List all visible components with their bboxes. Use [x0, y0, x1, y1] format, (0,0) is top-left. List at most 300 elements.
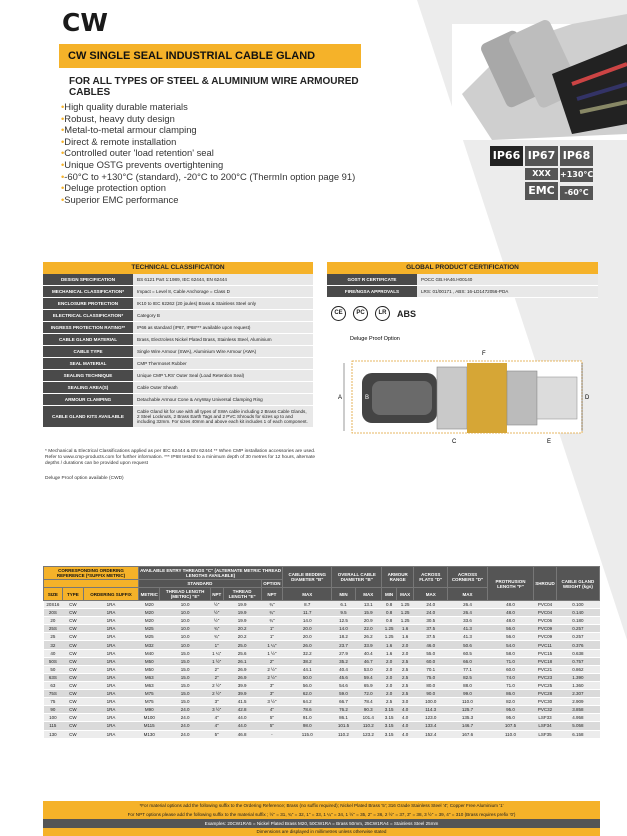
- table-row: [44, 657, 600, 665]
- col-header: MIN: [332, 588, 355, 601]
- table-cell: 15.9: [355, 609, 382, 617]
- table-cell: 101.4: [355, 714, 382, 722]
- table-cell: M63: [139, 681, 160, 689]
- feature-item: • Direct & remote installation: [61, 136, 355, 148]
- table-cell: PVC04: [534, 601, 557, 609]
- tech-row: [43, 406, 313, 428]
- footer-dimensions: Dimensions are displayed in millimetres unless otherwise stated: [43, 828, 600, 836]
- table-cell: 107.5: [487, 722, 533, 730]
- tech-value: Single Wire Armour (SWA), Aluminium Wire Armour (AWA): [133, 346, 313, 357]
- dimension-diagram: [332, 333, 600, 453]
- cert-key: GOST R CERTIFICATE: [327, 274, 417, 285]
- h-entry: AVAILABLE ENTRY THREADS "C" (ALTERNATE METRIC THREAD LENGTHS AVAILABLE): [140, 568, 282, 578]
- table-cell: PVC04: [534, 609, 557, 617]
- table-cell: M63: [139, 673, 160, 681]
- table-cell: 110.2: [332, 730, 355, 738]
- table-cell: M50: [139, 657, 160, 665]
- table-cell: 33.9: [355, 641, 382, 649]
- table-cell: 0.8: [382, 601, 397, 609]
- table-cell: 60.0: [414, 657, 448, 665]
- table-cell: 95.0: [487, 714, 533, 722]
- col-header: MAX: [448, 588, 488, 601]
- table-cell: 38.2: [283, 657, 332, 665]
- table-row: [44, 698, 600, 706]
- table-cell: 123.2: [355, 730, 382, 738]
- table-cell: 75: [44, 698, 63, 706]
- table-cell: 1RA: [83, 730, 138, 738]
- table-cell: 5": [261, 722, 282, 730]
- product-band: CW SINGLE SEAL INDUSTRIAL CABLE GLAND: [59, 44, 361, 68]
- table-cell: 2.0: [382, 690, 397, 698]
- table-row: [44, 617, 600, 625]
- table-cell: 58.0: [487, 649, 533, 657]
- table-cell: 15.0: [160, 673, 210, 681]
- table-cell: 2.0: [382, 657, 397, 665]
- table-cell: 20S16: [44, 601, 63, 609]
- col-header: MAX: [283, 588, 332, 601]
- table-cell: 0.100: [556, 601, 599, 609]
- table-cell: 15.0: [160, 665, 210, 673]
- tech-row: [43, 274, 313, 286]
- table-cell: CW: [62, 730, 83, 738]
- table-cell: 98.0: [283, 722, 332, 730]
- table-cell: 101.5: [332, 722, 355, 730]
- table-cell: 1RA: [83, 617, 138, 625]
- table-cell: 100.0: [414, 698, 448, 706]
- table-row: [44, 609, 600, 617]
- table-cell: 0.257: [556, 633, 599, 641]
- table-cell: 32: [44, 641, 63, 649]
- table-cell: 12.5: [332, 617, 355, 625]
- tech-key: SEALING AREA(S): [43, 382, 133, 393]
- table-cell: 110.0: [487, 730, 533, 738]
- table-row: [44, 601, 600, 609]
- table-cell: PVC23: [534, 673, 557, 681]
- cable-gland-photo: [452, 4, 627, 140]
- h-standard: STANDARD: [139, 580, 262, 588]
- tech-row: [43, 310, 313, 322]
- table-cell: ½": [210, 601, 223, 609]
- table-cell: ¾": [261, 617, 282, 625]
- feature-item: • High quality durable materials: [61, 101, 355, 113]
- table-cell: 71.0: [487, 657, 533, 665]
- table-cell: 27.9: [332, 649, 355, 657]
- table-cell: 4.0: [397, 706, 414, 714]
- table-cell: 135.3: [448, 714, 488, 722]
- cert-heading: GLOBAL PRODUCT CERTIFICATION: [327, 262, 598, 274]
- table-cell: 114.3: [414, 706, 448, 714]
- table-cell: 2.5: [397, 673, 414, 681]
- table-cell: 14.0: [332, 625, 355, 633]
- feature-item: • Metal-to-metal armour clamping: [61, 124, 355, 136]
- tech-value: Detachable Armour Cone & AnyWay Universal Clamping Ring: [133, 394, 313, 405]
- table-cell: 5": [210, 730, 223, 738]
- table-cell: LSF33: [534, 714, 557, 722]
- table-cell: 0.862: [556, 665, 599, 673]
- cert-logos: [331, 306, 416, 321]
- ip67-badge: IP67: [525, 146, 558, 166]
- table-cell: 19.9: [223, 617, 261, 625]
- table-cell: CW: [62, 722, 83, 730]
- tech-value: Cable Outer Sheath: [133, 382, 313, 393]
- tech-key: CABLE TYPE: [43, 346, 133, 357]
- tech-row: [43, 370, 313, 382]
- table-cell: 23.7: [332, 641, 355, 649]
- table-cell: 3.15: [382, 722, 397, 730]
- table-cell: ¾": [261, 601, 282, 609]
- table-cell: CW: [62, 625, 83, 633]
- table-cell: 167.6: [448, 730, 488, 738]
- col-header: SIZE: [44, 588, 63, 601]
- table-cell: 66.7: [332, 698, 355, 706]
- table-cell: 3.15: [382, 706, 397, 714]
- table-cell: 75S: [44, 690, 63, 698]
- col-header: MIN: [382, 588, 397, 601]
- table-cell: 2": [210, 665, 223, 673]
- table-cell: 1RA: [83, 698, 138, 706]
- lr-logo: LR: [375, 306, 390, 321]
- table-cell: CW: [62, 601, 83, 609]
- table-row: [44, 681, 600, 689]
- table-cell: 2.5: [397, 681, 414, 689]
- h-option: OPTION: [261, 580, 282, 588]
- table-cell: 110.0: [448, 698, 488, 706]
- table-cell: 0.757: [556, 657, 599, 665]
- table-cell: 1 ¼": [212, 650, 222, 656]
- table-cell: 40: [44, 649, 63, 657]
- table-cell: PVC18: [534, 657, 557, 665]
- table-cell: 1.360: [556, 681, 599, 689]
- tech-heading: TECHNICAL CLASSIFICATION: [43, 262, 313, 274]
- table-cell: 91.0: [283, 714, 332, 722]
- tech-row: [43, 286, 313, 298]
- dim-a: A: [338, 395, 343, 401]
- tech-key: SEALING TECHNIQUE: [43, 370, 133, 381]
- tech-key: CABLE GLAND MATERIAL: [43, 334, 133, 345]
- tech-value: Category B: [133, 310, 313, 321]
- table-cell: PVC28: [534, 690, 557, 698]
- table-cell: CW: [62, 617, 83, 625]
- table-cell: 1RA: [83, 609, 138, 617]
- table-cell: 15.0: [160, 690, 210, 698]
- feature-item: • -60°C to +130°C (standard), -20°C to 200°C (ThermIn option page 91): [61, 171, 355, 183]
- table-cell: 4.0: [397, 714, 414, 722]
- table-cell: 59.0: [332, 690, 355, 698]
- table-row: [44, 722, 600, 730]
- table-cell: 39.9: [223, 681, 261, 689]
- h-flats: ACROSS FLATS "D": [414, 567, 448, 588]
- table-cell: 11.7: [283, 609, 332, 617]
- table-cell: 19.9: [223, 601, 261, 609]
- table-cell: 2.0: [382, 673, 397, 681]
- dim-d: D: [585, 395, 590, 401]
- table-cell: 123.0: [414, 714, 448, 722]
- table-row: [44, 649, 600, 657]
- table-cell: 2.5: [397, 690, 414, 698]
- table-cell: 4.958: [556, 714, 599, 722]
- table-cell: 44.1: [283, 665, 332, 673]
- table-cell: 90.3: [355, 706, 382, 714]
- h-order: CORRESPONDING ORDERING REFERENCE (*SUFFIX METRIC): [44, 567, 139, 580]
- table-cell: 63S: [44, 673, 63, 681]
- table-cell: M90: [139, 706, 160, 714]
- table-cell: 1.25: [382, 625, 397, 633]
- table-cell: 5.058: [556, 722, 599, 730]
- tech-key: ELECTRICAL CLASSIFICATION*: [43, 310, 133, 321]
- table-cell: 1.6: [382, 649, 397, 657]
- table-cell: 20: [44, 617, 63, 625]
- col-header: MAX: [397, 588, 414, 601]
- table-cell: 10.0: [160, 641, 210, 649]
- table-cell: 62.0: [283, 690, 332, 698]
- table-cell: CW: [62, 657, 83, 665]
- table-cell: M40: [139, 649, 160, 657]
- table-cell: 2.0: [397, 641, 414, 649]
- table-cell: 4": [210, 722, 223, 730]
- table-cell: 26.9: [223, 673, 261, 681]
- table-cell: 1": [261, 625, 282, 633]
- table-cell: PVC09: [534, 625, 557, 633]
- table-cell: 1 ½": [212, 658, 222, 664]
- table-cell: M25: [139, 625, 160, 633]
- h-shroud: SHROUD: [534, 567, 557, 601]
- tech-row: [43, 334, 313, 346]
- table-cell: 2.307: [556, 690, 599, 698]
- table-cell: PVC15: [534, 649, 557, 657]
- table-cell: 48.0: [487, 601, 533, 609]
- table-cell: 1.25: [397, 617, 414, 625]
- table-cell: CW: [62, 633, 83, 641]
- table-cell: 20.2: [223, 633, 261, 641]
- table-cell: 86.0: [487, 690, 533, 698]
- tech-key: SEAL MATERIAL: [43, 358, 133, 369]
- table-cell: 24.0: [414, 601, 448, 609]
- table-cell: 24.0: [160, 722, 210, 730]
- feature-list: [61, 101, 355, 205]
- table-cell: 95.0: [487, 706, 533, 714]
- dimension-table: [43, 566, 600, 739]
- table-cell: 6.158: [556, 730, 599, 738]
- tech-row: [43, 322, 313, 334]
- table-cell: 2.0: [382, 681, 397, 689]
- table-cell: M25: [139, 633, 160, 641]
- table-cell: 1": [210, 641, 223, 649]
- table-cell: 1.25: [382, 633, 397, 641]
- table-cell: 20.9: [355, 617, 382, 625]
- table-cell: 1RA: [83, 690, 138, 698]
- feature-item: • Superior EMC performance: [61, 194, 355, 206]
- table-cell: 48.0: [487, 617, 533, 625]
- tech-key: INGRESS PROTECTION RATING**: [43, 322, 133, 333]
- table-cell: 2.5: [382, 698, 397, 706]
- table-cell: 25S: [44, 625, 63, 633]
- footer-material: *For material options add the following suffix to the Ordering Reference; Brass (no suffix required); Nickel Plated Brass '5'; 316 Grade Stainless Steel '4'; Copper Free Aluminium '1': [43, 801, 600, 810]
- deluge-label: Deluge Proof Option: [350, 336, 400, 342]
- table-cell: M75: [139, 690, 160, 698]
- table-row: [44, 690, 600, 698]
- col-header: NPT: [261, 588, 282, 601]
- table-cell: 20.0: [283, 625, 332, 633]
- table-cell: 32.2: [283, 649, 332, 657]
- table-cell: 0.180: [556, 617, 599, 625]
- cert-table: [327, 274, 598, 298]
- col-header: ORDERING SUFFIX: [83, 588, 138, 601]
- h-outer: OVERALL CABLE DIAMETER "B": [332, 567, 382, 588]
- ip66-badge: IP66: [490, 146, 523, 166]
- table-cell: 133.4: [414, 722, 448, 730]
- table-cell: 26.4: [448, 601, 488, 609]
- table-cell: 2.0: [397, 649, 414, 657]
- table-cell: 41.5: [223, 698, 261, 706]
- table-cell: 35.2: [332, 657, 355, 665]
- table-cell: 77.1: [448, 665, 488, 673]
- table-cell: 3": [261, 681, 282, 689]
- table-cell: 1": [261, 633, 282, 641]
- tech-value: Unique CMP 'LRS' Outer Seal (Load Retention Seal): [133, 370, 313, 381]
- table-cell: 70.1: [414, 665, 448, 673]
- table-cell: 10.0: [160, 609, 210, 617]
- table-cell: 37.5: [414, 625, 448, 633]
- table-cell: 9.5: [332, 609, 355, 617]
- feature-item: • Unique OSTG prevents overtightening: [61, 159, 355, 171]
- h-armour: ARMOUR RANGE: [382, 567, 414, 588]
- table-cell: 2.0: [382, 665, 397, 673]
- table-cell: 26.1: [223, 657, 261, 665]
- feature-item: • Robust, heavy duty design: [61, 113, 355, 125]
- table-cell: 4": [210, 714, 223, 722]
- table-cell: M20: [139, 601, 160, 609]
- table-cell: 1RA: [83, 673, 138, 681]
- table-cell: ½": [210, 609, 223, 617]
- table-cell: 82.0: [487, 698, 533, 706]
- table-cell: 56.0: [487, 633, 533, 641]
- table-cell: 44.0: [223, 714, 261, 722]
- pc-logo: PC: [353, 306, 368, 321]
- table-cell: 80.0: [414, 681, 448, 689]
- table-cell: 14.0: [283, 617, 332, 625]
- ce-logo: CE: [331, 306, 346, 321]
- table-cell: PVC21: [534, 665, 557, 673]
- table-cell: 26.9: [223, 665, 261, 673]
- tech-key: ARMOUR CLAMPING: [43, 394, 133, 405]
- tech-value: Impact = Level 8, Cable Anchorage = Class D: [133, 286, 313, 297]
- table-cell: 1RA: [83, 706, 138, 714]
- table-cell: ¾": [261, 609, 282, 617]
- table-cell: M50: [139, 665, 160, 673]
- table-cell: ¾": [210, 625, 223, 633]
- table-cell: 99.0: [448, 690, 488, 698]
- table-cell: 3 ½": [212, 707, 222, 713]
- table-cell: PVC06: [534, 617, 557, 625]
- table-cell: 1.25: [397, 609, 414, 617]
- col-header: METRIC: [139, 588, 160, 601]
- table-cell: 74.0: [487, 673, 533, 681]
- table-cell: ¾": [210, 633, 223, 641]
- tech-value: CMP Thermoset Rubber: [133, 358, 313, 369]
- table-cell: 3.15: [382, 730, 397, 738]
- table-cell: 30.5: [414, 617, 448, 625]
- table-cell: 4.0: [397, 730, 414, 738]
- table-cell: 90.0: [414, 690, 448, 698]
- table-cell: 4": [261, 706, 282, 714]
- table-cell: 64.2: [283, 698, 332, 706]
- table-cell: 42.8: [223, 706, 261, 714]
- table-cell: 24.0: [414, 609, 448, 617]
- tech-key: ENCLOSURE PROTECTION: [43, 298, 133, 309]
- cert-value: LRS: 01/00171 , ABS: 16-LD1472056-PDA: [417, 286, 598, 297]
- table-cell: 24.0: [160, 706, 210, 714]
- table-cell: 0.376: [556, 641, 599, 649]
- cert-row: [327, 274, 598, 286]
- table-cell: 2.909: [556, 698, 599, 706]
- table-cell: 1.6: [397, 633, 414, 641]
- table-cell: M75: [139, 698, 160, 706]
- table-cell: CW: [62, 641, 83, 649]
- xxx-badge: XXX: [525, 168, 558, 180]
- table-cell: 15.0: [160, 681, 210, 689]
- table-cell: PVC25: [534, 681, 557, 689]
- tech-row: [43, 298, 313, 310]
- table-cell: 2 ½": [212, 691, 222, 697]
- table-cell: 125.7: [448, 706, 488, 714]
- table-cell: 2 ½": [261, 673, 282, 681]
- table-cell: CW: [62, 665, 83, 673]
- table-cell: 55.0: [414, 649, 448, 657]
- table-cell: 50: [44, 665, 63, 673]
- table-cell: 1.390: [556, 673, 599, 681]
- table-cell: 25: [44, 633, 63, 641]
- tech-key: CABLE GLAND KITS AVAILABLE: [43, 406, 133, 427]
- table-cell: 3.858: [556, 706, 599, 714]
- h-weight: CABLE GLAND WEIGHT (kgs): [556, 567, 599, 601]
- table-cell: 0.638: [556, 649, 599, 657]
- table-cell: 1RA: [83, 681, 138, 689]
- table-cell: 1RA: [83, 633, 138, 641]
- tech-row: [43, 358, 313, 370]
- table-cell: 24.0: [160, 714, 210, 722]
- table-cell: 2.5: [397, 657, 414, 665]
- table-cell: 33.6: [448, 617, 488, 625]
- table-cell: 1.6: [397, 625, 414, 633]
- footnotes: * Mechanical & Electrical Classifications applied as per IEC 62444 & EN 62444 ** When CMP installation accessories are used. Refer to www.cmp-products.com for further information. *** IP68 tested to a minimum depth of 30 metres for 12 hours, alternate depths / durations can be provided upon request: [45, 449, 316, 466]
- col-header: THREAD LENGTH (METRIC) "E": [160, 588, 210, 601]
- table-cell: 10.0: [160, 617, 210, 625]
- table-cell: 46.0: [414, 641, 448, 649]
- table-row: [44, 706, 600, 714]
- table-cell: CW: [62, 706, 83, 714]
- dim-e: E: [547, 439, 552, 445]
- table-cell: M115: [139, 722, 160, 730]
- table-cell: 13.1: [355, 601, 382, 609]
- tech-value: IP66 as standard (IP67, IP68*** available upon request): [133, 322, 313, 333]
- table-cell: 41.3: [448, 625, 488, 633]
- table-cell: 20S: [44, 609, 63, 617]
- table-cell: 50S: [44, 657, 63, 665]
- table-cell: 26.4: [448, 609, 488, 617]
- table-cell: 10.0: [160, 633, 210, 641]
- table-cell: 54.6: [332, 681, 355, 689]
- table-row: [44, 641, 600, 649]
- table-cell: LSF34: [534, 722, 557, 730]
- col-header: MAX: [355, 588, 382, 601]
- table-cell: 22.0: [355, 625, 382, 633]
- table-cell: 86.1: [332, 714, 355, 722]
- table-row: [44, 665, 600, 673]
- table-cell: 2.5: [397, 665, 414, 673]
- table-cell: 44.0: [223, 722, 261, 730]
- table-cell: CW: [62, 609, 83, 617]
- table-cell: 46.8: [223, 730, 261, 738]
